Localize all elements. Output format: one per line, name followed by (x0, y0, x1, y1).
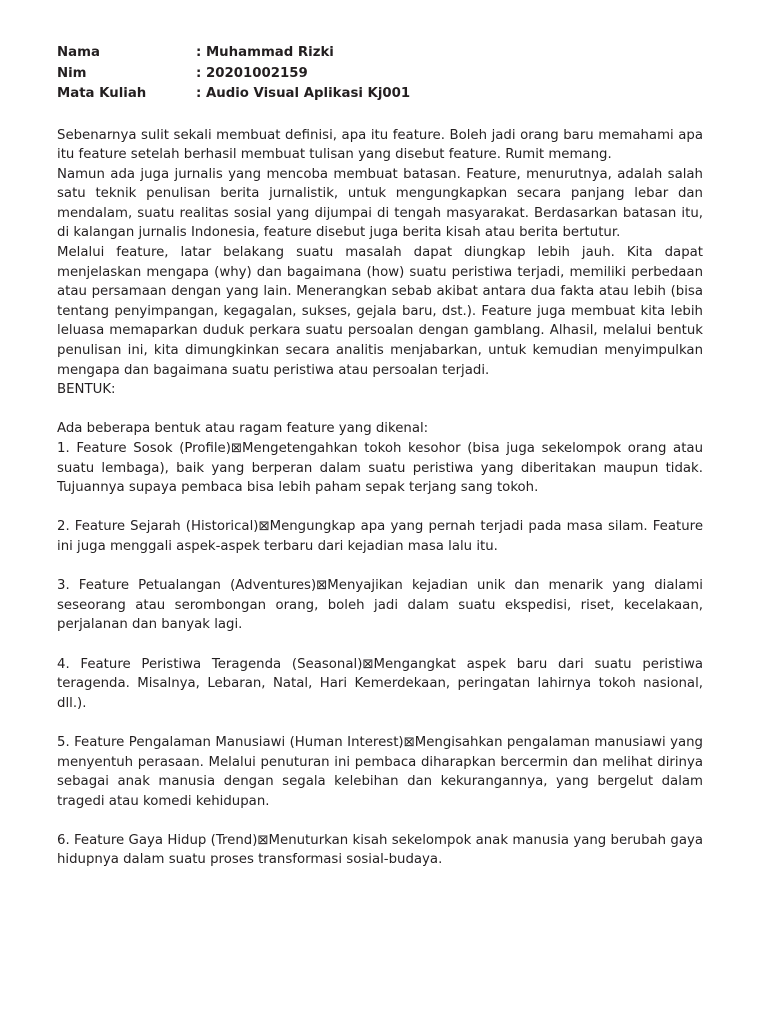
spacer (57, 811, 703, 831)
course-row (57, 84, 703, 105)
section-heading-bentuk: BENTUK: (57, 382, 116, 398)
student-info-header (57, 43, 703, 105)
list-item-profile: 1. Feature Sosok (Profile)⊠Mengetengahkan tokoh kesohor (bisa juga sekelompok orang atau suatu lembaga), baik yang berperan dalam suatu peristiwa yang diberitakan maupun tidak. Tujuannya supaya pembaca bisa lebih paham sepak terjang sang tokoh. (57, 441, 703, 496)
name-value: : Muhammad Rizki (196, 45, 334, 60)
list-item-seasonal: 4. Feature Peristiwa Teragenda (Seasonal)⊠Mengangkat aspek baru dari suatu peristiwa teragenda. Misalnya, Lebaran, Natal, Hari Kemerdekaan, peringatan lahirnya tokoh nasional, dll.). (57, 656, 703, 711)
course-value: : Audio Visual Aplikasi Kj001 (196, 86, 411, 101)
name-label: Nama (57, 45, 100, 60)
list-item-historical: 2. Feature Sejarah (Historical)⊠Mengungkap apa yang pernah terjadi pada masa silam. Feature ini juga menggali aspek-aspek terbaru dari kejadian masa lalu itu. (57, 519, 703, 554)
list-item-trend: 6. Feature Gaya Hidup (Trend)⊠Menuturkan kisah sekelompok anak manusia yang berubah gaya hidupnya dalam suatu proses transformasi sosial-budaya. (57, 832, 703, 868)
name-row (57, 43, 703, 64)
list-item-human-interest: 5. Feature Pengalaman Manusiawi (Human Interest)⊠Mengisahkan pengalaman manusiawi yang menyentuh perasaan. Melalui penuturan ini pembaca diharapkan bercermin dan melihat dirinya sebagai anak manusia dengan segala kelebihan dan kekurangannya, yang bergelut dalam tragedi atau komedi kehidupan. (57, 734, 703, 809)
intro-paragraph-1: Sebenarnya sulit sekali membuat definisi, apa itu feature. Boleh jadi orang baru memahami apa itu feature setelah berhasil membuat tulisan yang disebut feature. Rumit memang. (57, 127, 703, 163)
intro-paragraph-3: Melalui feature, latar belakang suatu masalah dapat diungkap lebih jauh. Kita dapat menjelaskan mengapa (why) dan bagaimana (how) suatu peristiwa terjadi, memiliki perbedaan atau persamaan dengan yang lain. Menerangkan sebab akibat antara dua fakta atau lebih (bisa tentang penyimpangan, kegagalan, sukses, gejala baru, dst.). Feature juga membuat kita lebih leluasa memaparkan duduk perkara suatu persoalan dengan gamblang. Alhasil, melalui bentuk penulisan ini, kita dimungkinkan secara analitis menjabarkan, untuk kemudian menyimpulkan mengapa dan bagaimana suatu peristiwa atau persoalan terjadi. (57, 245, 703, 378)
spacer (57, 400, 703, 420)
nim-row (57, 64, 703, 85)
spacer (57, 635, 703, 655)
course-label: Mata Kuliah (57, 86, 147, 101)
document-body (57, 126, 703, 871)
list-item-adventures: 3. Feature Petualangan (Adventures)⊠Menyajikan kejadian unik dan menarik yang dialami seseorang atau serombongan orang, boleh jadi dalam suatu ekspedisi, riset, kecelakaan, perjalanan dan banyak lagi. (57, 578, 703, 633)
intro-paragraph-2: Namun ada juga jurnalis yang mencoba membuat batasan. Feature, menurutnya, adalah salah satu teknik penulisan berita jurnalistik, untuk mengungkapkan secara panjang lebar dan mendalam, suatu realitas sosial yang dijumpai di tengah masyarakat. Berdasarkan batasan itu, di kalangan jurnalis Indonesia, feature disebut juga berita kisah atau berita bertutur. (57, 166, 703, 241)
nim-label: Nim (57, 65, 87, 81)
spacer (57, 498, 703, 518)
spacer (57, 713, 703, 733)
nim-value: : 20201002159 (196, 65, 308, 81)
list-intro: Ada beberapa bentuk atau ragam feature yang dikenal: (57, 421, 429, 437)
spacer (57, 557, 703, 577)
document-page (57, 43, 703, 870)
